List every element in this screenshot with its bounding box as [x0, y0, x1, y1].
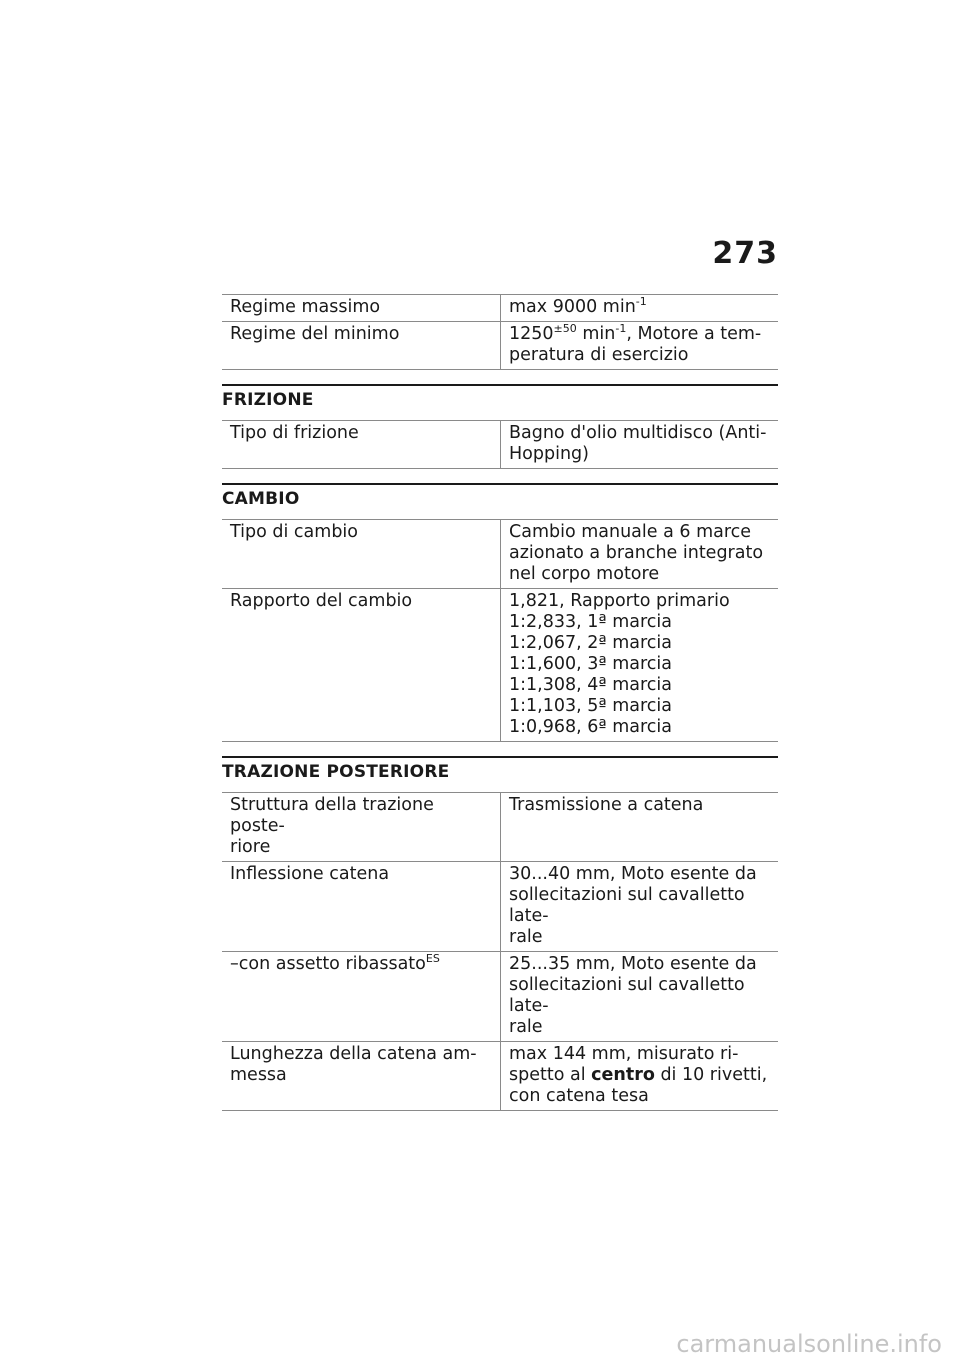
- row-label: Struttura della trazione poste- riore: [222, 793, 501, 862]
- table-row: [222, 295, 778, 322]
- row-label: Lunghezza della catena am- messa: [222, 1042, 501, 1111]
- engine-table: [222, 294, 778, 370]
- row-label: Inflessione catena: [222, 862, 501, 952]
- spec-content: [222, 294, 778, 1111]
- table-row: [222, 952, 778, 1042]
- row-label: Tipo di cambio: [222, 520, 501, 589]
- table-row: [222, 1042, 778, 1111]
- rear-drive-table: [222, 792, 778, 1111]
- row-value: Bagno d'olio multidisco (Anti- Hopping): [501, 421, 779, 469]
- row-label: Tipo di frizione: [222, 421, 501, 469]
- section-heading-clutch: FRIZIONE: [222, 384, 778, 420]
- section-heading-rear-drive: TRAZIONE POSTERIORE: [222, 756, 778, 792]
- row-value: 1,821, Rapporto primario 1:2,833, 1ª marcia 1:2,067, 2ª marcia 1:1,600, 3ª marcia 1:1,308, 4ª marcia 1:1,103, 5ª marcia 1:0,968, 6ª marcia: [501, 589, 779, 742]
- gearbox-table: [222, 519, 778, 742]
- row-value: 30...40 mm, Moto esente da sollecitazioni sul cavalletto late- rale: [501, 862, 779, 952]
- row-value: max 144 mm, misurato ri- spetto al centro di 10 rivetti, con catena tesa: [501, 1042, 779, 1111]
- table-row: [222, 793, 778, 862]
- watermark: carmanualsonline.info: [676, 1330, 942, 1358]
- row-value: Trasmissione a catena: [501, 793, 779, 862]
- table-row: [222, 589, 778, 742]
- row-label: Regime del minimo: [222, 322, 501, 370]
- clutch-table: [222, 420, 778, 469]
- table-row: [222, 421, 778, 469]
- table-row: [222, 322, 778, 370]
- row-label: Regime massimo: [222, 295, 501, 322]
- row-value: $1250^{\pm 50}$ $\min^{-1}$, Motore a tem- peratura di esercizio: [501, 322, 779, 370]
- row-value: max 9000 $\min^{-1}$: [501, 295, 779, 322]
- table-row: [222, 520, 778, 589]
- row-label: Rapporto del cambio: [222, 589, 501, 742]
- page-number: 273: [712, 236, 778, 271]
- row-label: –con assetto ribassato$^{ES}$: [222, 952, 501, 1042]
- row-value: 25...35 mm, Moto esente da sollecitazioni sul cavalletto late- rale: [501, 952, 779, 1042]
- row-value: Cambio manuale a 6 marce azionato a branche integrato nel corpo motore: [501, 520, 779, 589]
- section-heading-gearbox: CAMBIO: [222, 483, 778, 519]
- table-row: [222, 862, 778, 952]
